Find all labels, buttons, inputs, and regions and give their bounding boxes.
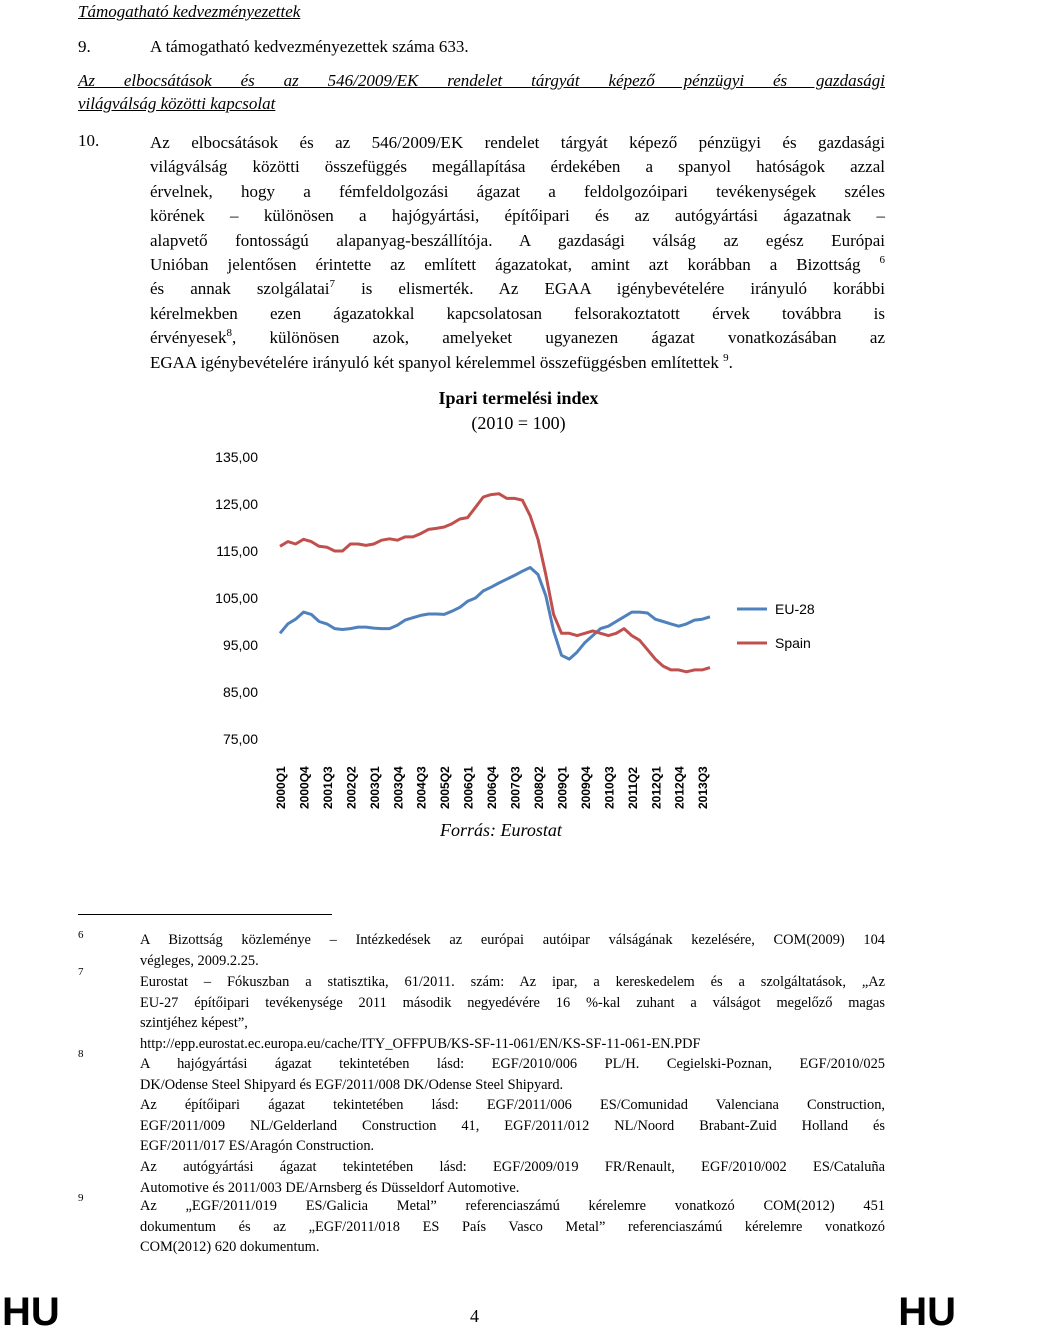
- footnote-separator: [78, 914, 332, 915]
- footnote-8: [140, 1054, 885, 1198]
- footnote-line: Az autógyártási ágazat tekintetében lásd: EGF/2009/019 FR/Renault, EGF/2010/002 ES/Cataluña: [140, 1158, 885, 1175]
- para10-body: [150, 131, 885, 375]
- x-tick-label: 2004Q3: [414, 766, 429, 809]
- x-tick-label: 2000Q1: [274, 766, 288, 809]
- footnote-line: Automotive és 2011/003 DE/Arnsberg és Düsseldorf Automotive.: [140, 1179, 520, 1196]
- chart-subtitle: (2010 = 100): [471, 413, 566, 433]
- footer-language-left: HU: [2, 1290, 60, 1334]
- x-tick-label: 2006Q1: [461, 766, 476, 809]
- chart-legend: [737, 601, 815, 651]
- para10-line: világválság közötti összefüggés megállapítása érdekében a spanyol hatóságok azzal: [150, 157, 885, 177]
- footnote-line: DK/Odense Steel Shipyard és EGF/2011/008 DK/Odense Steel Shipyard.: [140, 1076, 564, 1093]
- legend-label: EU-28: [775, 601, 815, 617]
- footnote-line: EGF/2011/009 NL/Gelderland Construction 41, EGF/2011/012 NL/Noord Brabant-Zuid Holland és: [140, 1117, 885, 1134]
- x-tick-label: 2008Q2: [532, 766, 546, 809]
- footnote-line: EU-27 építőipari tevékenysége 2011 második negyedévére 16 %-kal zuhant a válságot megelőző magas: [140, 994, 885, 1011]
- x-tick-label: 2001Q3: [320, 766, 335, 809]
- x-axis-ticks: [274, 766, 710, 809]
- y-tick-label: 85,00: [222, 684, 258, 700]
- footnote-ref-6: 6: [879, 253, 885, 266]
- x-tick-label: 2000Q4: [297, 766, 312, 809]
- x-tick-label: 2010Q3: [602, 766, 617, 809]
- series-line-spain: [280, 494, 710, 672]
- industrial-production-chart: [200, 437, 815, 822]
- para10-line: [150, 351, 885, 375]
- para10-line: alapvető fontosságú alapanyag-beszállítója. A gazdasági válság az egész Európai: [150, 230, 885, 250]
- footnote-7: [140, 972, 885, 1054]
- para9-number: 9.: [78, 37, 91, 56]
- x-tick-label: 2005Q2: [438, 766, 453, 809]
- footnote-line: A Bizottság közleménye – Intézkedések az európai autóipar válságának kezelésére, COM(2009) 104: [140, 932, 885, 948]
- chart-title: Ipari termelési index: [438, 388, 599, 408]
- y-tick-label: 105,00: [215, 590, 258, 606]
- para10-line-text: érvényesek: [150, 328, 227, 348]
- x-tick-label: 2012Q4: [672, 766, 687, 809]
- x-tick-label: 2011Q2: [625, 766, 640, 809]
- y-tick-label: 125,00: [215, 496, 258, 512]
- x-tick-label: 2003Q4: [391, 766, 406, 809]
- section-heading: Támogatható kedvezményezettek: [78, 2, 301, 21]
- y-tick-label: 135,00: [215, 449, 258, 465]
- footnote-ref-8: 8: [226, 327, 232, 340]
- footnote-ref-9: 9: [723, 351, 729, 364]
- para10-line: érvelnek, hogy a fémfeldolgozási ágazat a feldolgozóipari tevékenységek széles: [150, 181, 885, 201]
- y-tick-label: 115,00: [216, 543, 258, 559]
- para10-line-text: és annak szolgálatai: [150, 279, 330, 299]
- footnote-line: Eurostat – Fókuszban a statisztika, 61/2011. szám: Az ipar, a kereskedelem és a szolgáltatások, „Az: [140, 974, 885, 990]
- footnote-line: EGF/2011/017 ES/Aragón Construction.: [140, 1138, 375, 1155]
- page-number: 4: [470, 1306, 479, 1326]
- para10-line: [150, 277, 885, 301]
- para10-line: kérelmekben ezen ágazatokkal kapcsolatosan felsorakoztatott érvek továbbra is: [150, 303, 885, 323]
- para10-line-text: EGAA igénybevételére irányuló két spanyol kérelemmel összefüggésben említettek: [150, 352, 719, 372]
- y-tick-label: 75,00: [222, 731, 258, 747]
- para10-line: [150, 253, 885, 277]
- footnote-line: szintjéhez képest”,: [140, 1015, 248, 1032]
- x-tick-label: 2006Q4: [485, 766, 500, 809]
- para10-line: körének – különösen a hajógyártási, építőipari és az autógyártási ágazatnak –: [150, 206, 885, 226]
- footnote-line: végleges, 2009.2.25.: [140, 952, 259, 969]
- section-heading-2-line1: Az elbocsátások és az 546/2009/EK rendelet tárgyát képező pénzügyi és gazdasági: [78, 71, 885, 90]
- footnote-line: Az „EGF/2011/019 ES/Galicia Metal” referenciaszámú kérelemre vonatkozó COM(2012) 451: [140, 1198, 885, 1214]
- footnote-ref-7: 7: [329, 278, 336, 291]
- x-tick-label: 2003Q1: [367, 766, 382, 809]
- x-tick-label: 2009Q1: [555, 766, 570, 809]
- footnote-number: 7: [78, 966, 84, 978]
- y-axis-ticks: [215, 449, 258, 747]
- y-tick-label: 95,00: [222, 637, 258, 653]
- para10-line-text: , különösen azok, amelyeket ugyanezen ágazat vonatkozásában az: [231, 328, 885, 348]
- footnote-line: COM(2012) 620 dokumentum.: [140, 1239, 320, 1256]
- x-tick-label: 2009Q4: [578, 766, 593, 809]
- x-tick-label: 2013Q3: [696, 766, 711, 809]
- footnote-line: Az építőipari ágazat tekintetében lásd: EGF/2011/006 ES/Comunidad Valenciana Construction,: [140, 1097, 885, 1114]
- para10-line: Az elbocsátások és az 546/2009/EK rendelet tárgyát képező pénzügyi és gazdasági: [150, 133, 885, 152]
- series-lines: [280, 494, 710, 672]
- para10-line-text: is elismerték. Az EGAA igénybevételére irányuló korábbi: [361, 279, 886, 299]
- para10-number: 10.: [78, 131, 100, 150]
- x-tick-label: 2012Q1: [649, 766, 664, 809]
- para10-line-text: .: [728, 352, 733, 372]
- footnote-9: [140, 1196, 885, 1258]
- chart-source: Forrás: Eurostat: [440, 820, 562, 840]
- para10-line: [150, 326, 885, 350]
- x-tick-label: 2007Q3: [508, 766, 523, 809]
- x-tick-label: 2002Q2: [344, 766, 359, 809]
- footnote-line: A hajógyártási ágazat tekintetében lásd: EGF/2010/006 PL/H. Cegielski-Poznan, EGF/2010/025: [140, 1056, 885, 1072]
- section-heading-2-line2: világválság közötti kapcsolat: [78, 94, 276, 113]
- footnote-line: dokumentum és az „EGF/2011/018 ES País Vasco Metal” referenciaszámú kérelemre vonatkozó: [140, 1218, 885, 1235]
- footnote-line: http://epp.eurostat.ec.europa.eu/cache/ITY_OFFPUB/KS-SF-11-061/EN/KS-SF-11-061-EN.PDF: [140, 1035, 701, 1052]
- footnote-6: [140, 930, 885, 971]
- para10-line-text: Unióban jelentősen érintette az említett ágazatokat, amint azt korábban a Bizottság: [150, 254, 861, 274]
- footnote-number: 9: [78, 1192, 84, 1204]
- footer-language-right: HU: [898, 1290, 956, 1334]
- legend-label: Spain: [775, 635, 811, 651]
- para9-text: A támogatható kedvezményezettek száma 633.: [150, 37, 469, 56]
- footnote-number: 8: [78, 1048, 84, 1060]
- footnote-number: 6: [78, 929, 84, 941]
